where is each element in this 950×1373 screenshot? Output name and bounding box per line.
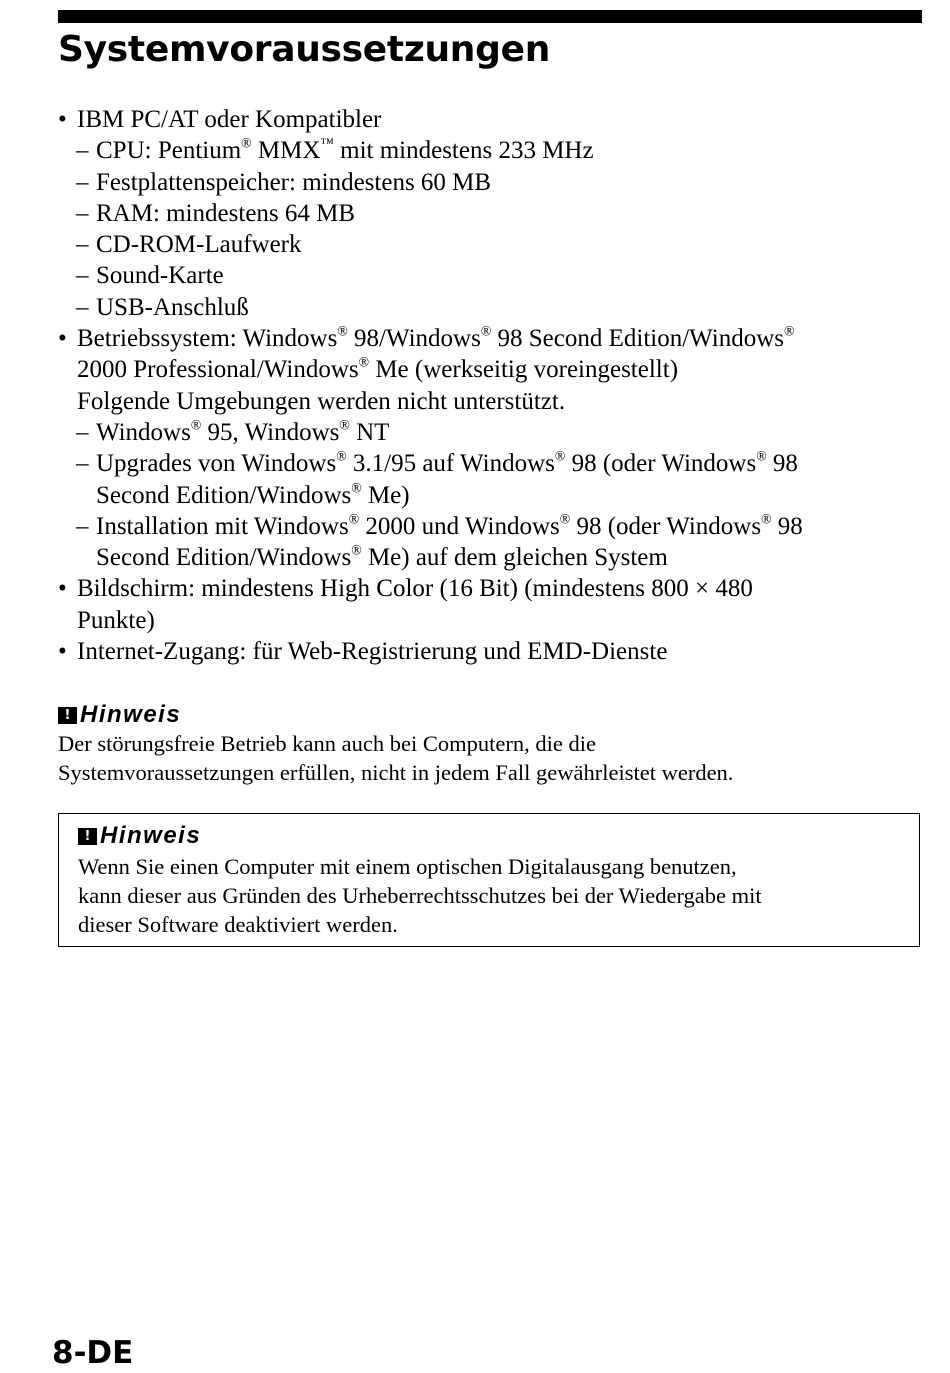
note-section — [58, 701, 924, 787]
registered-mark: ® — [358, 355, 370, 371]
dash-marker: – — [76, 231, 89, 259]
bullet-marker: • — [58, 575, 67, 603]
dash-marker: – — [76, 199, 89, 227]
top-rule — [58, 10, 922, 23]
list-subitem-continuation: Second Edition/Windows® Me) — [96, 480, 410, 509]
dash-marker: – — [76, 137, 89, 165]
list-item: • Bildschirm: mindestens High Color (16 Bit) (mindestens 800 × 480 — [58, 573, 924, 604]
dash-marker: – — [76, 450, 89, 478]
trademark-mark: ™ — [320, 135, 334, 151]
registered-mark: ® — [348, 511, 360, 527]
page-number: 8-DE — [52, 1335, 134, 1371]
list-subitem: – Sound-Karte — [58, 260, 924, 291]
registered-mark: ® — [480, 323, 492, 339]
registered-mark: ® — [351, 542, 362, 558]
registered-mark: ® — [784, 323, 795, 339]
dash-marker: – — [76, 168, 89, 196]
note-text: Der störungsfreie Betrieb kann auch bei Computern, die die Systemvoraussetzungen erfüllen, nicht in jedem Fall gewährleistet werden. — [58, 731, 734, 785]
registered-mark: ® — [756, 448, 767, 464]
requirements-list — [58, 104, 924, 667]
list-item: • Betriebssystem: Windows® 98/Windows® 98 Second Edition/Windows® — [58, 323, 924, 354]
list-item: • Internet-Zugang: für Web-Registrierung und EMD-Dienste — [58, 636, 924, 667]
list-subitem: – USB-Anschluß — [58, 292, 924, 323]
page-title: Systemvoraussetzungen — [58, 29, 551, 70]
boxed-note — [58, 813, 920, 947]
registered-mark: ® — [241, 135, 252, 151]
bullet-marker: • — [58, 638, 67, 666]
registered-mark: ® — [554, 448, 566, 464]
note-heading — [58, 701, 924, 729]
dash-marker: – — [76, 418, 89, 446]
list-item-continuation: Punkte) — [77, 606, 155, 634]
registered-mark: ® — [761, 511, 772, 527]
list-subitem: – Windows® 95, Windows® NT — [58, 417, 924, 448]
dash-marker: – — [76, 293, 89, 321]
list-subitem: – Installation mit Windows® 2000 und Windows® 98 (oder Windows® 98 — [58, 511, 924, 542]
list-subitem: – RAM: mindestens 64 MB — [58, 198, 924, 229]
list-item: • IBM PC/AT oder Kompatibler — [58, 104, 924, 135]
note-heading — [78, 822, 919, 850]
note-label: Hinweis — [100, 822, 202, 849]
list-item-continuation: Folgende Umgebungen werden nicht unterstützt. — [77, 387, 566, 415]
dash-marker: – — [76, 262, 89, 290]
registered-mark: ® — [337, 323, 348, 339]
list-subitem: – CPU: Pentium® MMX™ mit mindestens 233 MHz — [58, 135, 924, 166]
list-subitem: – Upgrades von Windows® 3.1/95 auf Windows® 98 (oder Windows® 98 — [58, 448, 924, 479]
list-subitem: – CD-ROM-Laufwerk — [58, 229, 924, 260]
note-icon: ! — [78, 828, 97, 845]
registered-mark: ® — [190, 417, 202, 433]
list-item-continuation: 2000 Professional/Windows® Me (werkseitig voreingestellt) — [77, 355, 679, 384]
note-icon: ! — [58, 707, 77, 724]
note-label: Hinweis — [80, 701, 182, 728]
bullet-marker: • — [58, 325, 67, 353]
bullet-marker: • — [58, 106, 67, 133]
list-subitem-continuation: Second Edition/Windows® Me) auf dem gleichen System — [96, 542, 668, 572]
dash-marker: – — [76, 512, 89, 540]
registered-mark: ® — [351, 480, 362, 496]
note-text: Wenn Sie einen Computer mit einem optischen Digitalausgang benutzen, kann dieser aus Gründen des Urheberrechtsschutzes bei der Wiedergabe mit dieser Software deaktiviert werden. — [78, 854, 762, 937]
list-subitem: – Festplattenspeicher: mindestens 60 MB — [58, 167, 924, 198]
registered-mark: ® — [339, 417, 350, 433]
registered-mark: ® — [559, 511, 571, 527]
registered-mark: ® — [336, 448, 347, 464]
